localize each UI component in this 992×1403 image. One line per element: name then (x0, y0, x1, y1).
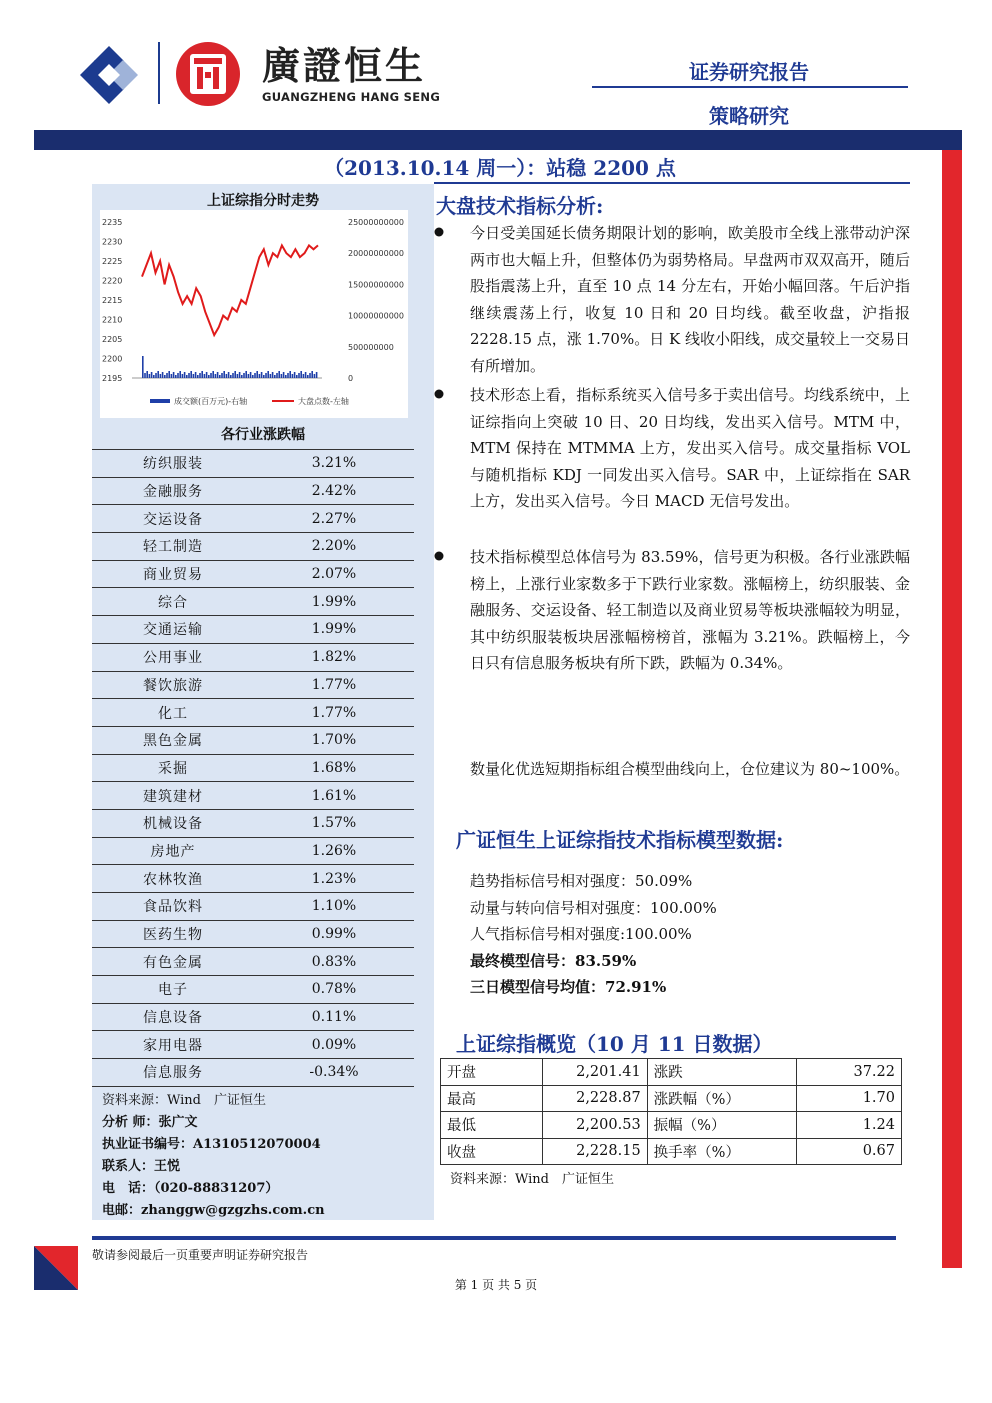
report-subtype: 策略研究 (709, 104, 789, 128)
volume-bar (197, 375, 199, 378)
volume-bar (300, 371, 302, 378)
volume-bar (296, 375, 298, 378)
logo-divider (158, 42, 160, 104)
three-day-average: 三日模型信号均值：72.91% (470, 978, 667, 996)
volume-bar (272, 372, 274, 378)
volume-bar (166, 373, 168, 378)
volume-bar (221, 373, 223, 378)
contact-person: 联系人：王悦 (102, 1159, 181, 1174)
volume-bar (223, 371, 225, 378)
table-row (92, 588, 414, 616)
analysis-bullet-3: 技术指标模型总体信号为 83.59%，信号更为积极。各行业涨跌幅榜上，上涨行业家数多于下跌行业家数。涨幅榜上，纺织服装、金融服务、交运设备、轻工制造以及商业贸易等板块涨幅较为明显，其中纺织服装板块居涨幅榜榜首，涨幅为 3.21%。跌幅榜上，今日只有信息服务板块有所下跌，跌幅为 0.34%。 (470, 548, 910, 672)
volume-bar (276, 373, 278, 378)
volume-bar (298, 373, 300, 378)
table-row (92, 948, 414, 976)
volume-bar (144, 373, 146, 378)
industry-name: 农林牧渔 (92, 865, 254, 893)
volume-bar (149, 374, 151, 378)
volume-bar (219, 375, 221, 378)
volume-bar (316, 372, 318, 378)
overview-table (440, 1058, 902, 1165)
phone-number: 电 话：（020-88831207） (102, 1181, 279, 1196)
volume-bar (259, 374, 261, 378)
volume-bar (146, 371, 148, 378)
industry-change: 1.68% (254, 754, 414, 782)
table-row (441, 1138, 902, 1165)
table-row (92, 893, 414, 921)
table-row (92, 976, 414, 1004)
industry-change: 1.70% (254, 726, 414, 754)
industry-change: 2.20% (254, 533, 414, 561)
ov-value: 2,201.41 (542, 1059, 647, 1086)
table-row (92, 505, 414, 533)
industry-change: 2.27% (254, 505, 414, 533)
volume-bar (157, 371, 159, 378)
industry-change: 0.78% (254, 976, 414, 1004)
volume-bar (186, 375, 188, 378)
industry-change: 0.99% (254, 920, 414, 948)
table-row (92, 837, 414, 865)
overview-source-note: 资料来源：Wind 广证恒生 (450, 1172, 614, 1187)
industry-change: 1.26% (254, 837, 414, 865)
position-advice: 数量化优选短期指标组合模型曲线向上，仓位建议为 80~100%。 (470, 760, 910, 778)
industry-name: 交运设备 (92, 505, 254, 533)
title-rule (434, 182, 910, 184)
volume-bar (155, 373, 157, 378)
y-left-tick-label: 2200 (102, 354, 123, 364)
table-row (92, 726, 414, 754)
volume-bar (303, 374, 305, 378)
brand-name-cn: 廣證恒生 (262, 44, 427, 88)
ov-value: 2,200.53 (542, 1112, 647, 1139)
ov-label: 最高 (441, 1085, 543, 1112)
industry-change: 3.21% (254, 450, 414, 478)
analysis-bullet-1: 今日受美国延长债务期限计划的影响，欧美股市全线上涨带动沪深两市也大幅上升，但整体仍为弱势格局。早盘两市双双高开，随后股指震荡上升，直至 10 点 14 分左右，开始小幅回落。午后沪指继续震荡上行，收复 10 日和 20 日均线。截至收盘，沪指报 2228.15 点，涨 1.70%。日 K 线收小阳线，成交量较上一交易日有所增加。 (470, 224, 910, 375)
certificate-number: 执业证书编号：A1310512070004 (102, 1137, 321, 1152)
email-address: 电邮：zhanggw@gzgzhs.com.cn (102, 1203, 325, 1218)
intraday-chart (100, 210, 408, 418)
y-left-tick-label: 2210 (102, 315, 123, 325)
overview-heading: 上证综指概览（10 月 11 日数据） (456, 1032, 773, 1056)
industry-name: 综合 (92, 588, 254, 616)
industry-name: 金融服务 (92, 477, 254, 505)
volume-bar (193, 374, 195, 378)
y-left-tick-label: 2230 (102, 237, 123, 247)
volume-bar (226, 374, 228, 378)
y-left-tick-label: 2220 (102, 276, 123, 286)
y-right-tick-label: 0 (348, 374, 354, 383)
volume-bar (261, 372, 263, 378)
volume-bar (274, 375, 276, 378)
seal-gate-icon (188, 52, 228, 96)
table-row (92, 754, 414, 782)
industry-change: 0.09% (254, 1031, 414, 1059)
intraday-chart-svg (100, 210, 408, 418)
side-accent-bar (942, 150, 962, 1268)
ov-value: 1.24 (796, 1112, 901, 1139)
volume-bar (164, 375, 166, 378)
volume-bar (309, 373, 311, 378)
industry-name: 家用电器 (92, 1031, 254, 1059)
volume-bar (217, 372, 219, 378)
volume-bar (142, 356, 144, 378)
volume-bar (292, 374, 294, 378)
industry-name: 医药生物 (92, 920, 254, 948)
table-row (92, 450, 414, 478)
industry-name: 机械设备 (92, 809, 254, 837)
industry-change: 1.61% (254, 782, 414, 810)
table-row (92, 1059, 414, 1087)
volume-bar (160, 374, 162, 378)
industry-name: 食品饮料 (92, 893, 254, 921)
volume-bar (230, 375, 232, 378)
model-heading: 广证恒生上证综指技术指标模型数据: (456, 828, 784, 852)
volume-bar (250, 372, 252, 378)
volume-bar (162, 372, 164, 378)
ov-label: 换手率（%） (647, 1138, 796, 1165)
report-type: 证券研究报告 (689, 60, 809, 84)
volume-bar (210, 373, 212, 378)
industry-change: 2.07% (254, 560, 414, 588)
volume-bar (241, 375, 243, 378)
volume-bar (281, 374, 283, 378)
model-data (470, 868, 900, 1001)
volume-bar (278, 371, 280, 378)
volume-bar (234, 371, 236, 378)
chart-title: 上证综指分时走势 (207, 193, 319, 209)
volume-bar (265, 373, 267, 378)
industry-change: 1.99% (254, 616, 414, 644)
industry-name: 餐饮旅游 (92, 671, 254, 699)
volume-bar (294, 372, 296, 378)
industry-name: 建筑建材 (92, 782, 254, 810)
bullet-icon (434, 222, 448, 241)
volume-bar (289, 371, 291, 378)
table-row (92, 865, 414, 893)
ov-value: 0.67 (796, 1138, 901, 1165)
y-left-tick-label: 2215 (102, 296, 123, 305)
volume-bar (184, 372, 186, 378)
volume-bar (228, 372, 230, 378)
volume-bar (270, 374, 272, 378)
analysis-heading: 大盘技术指标分析: (436, 194, 604, 218)
table-row (92, 560, 414, 588)
table-row (92, 643, 414, 671)
volume-bar (168, 371, 170, 378)
y-right-tick-label: 500000000 (348, 342, 394, 352)
industry-change: 1.99% (254, 588, 414, 616)
final-model-signal: 最终模型信号：83.59% (470, 951, 637, 970)
ov-value: 37.22 (796, 1059, 901, 1086)
table-row (92, 616, 414, 644)
volume-bar (199, 373, 201, 378)
analysis-bullet-2: 技术形态上看，指标系统买入信号多于卖出信号。均线系统中，上证综指向上突破 10 日、20 日均线，发出买入信号。MTM 中，MTM 保持在 MTMMA 上方，发出买入信号。成交量指标 VOL 与随机指标 KDJ 一同发出买入信号。SAR 中，上证综指在 SAR 上方，发出买入信号。今日 MACD 无信号发出。 (470, 386, 910, 510)
volume-bar (173, 372, 175, 378)
footer-bar (92, 1236, 896, 1240)
table-row (92, 671, 414, 699)
ov-value: 1.70 (796, 1085, 901, 1112)
industry-name: 有色金属 (92, 948, 254, 976)
volume-bar (252, 375, 254, 378)
volume-bar (263, 375, 265, 378)
industry-change: 0.83% (254, 948, 414, 976)
volume-bar (215, 374, 217, 378)
industry-name: 房地产 (92, 837, 254, 865)
ov-label: 涨跌幅（%） (647, 1085, 796, 1112)
legend-label-price: 大盘点数-左轴 (298, 397, 349, 406)
volume-bar (283, 372, 285, 378)
table-row (441, 1085, 902, 1112)
table-row (92, 920, 414, 948)
document-title: （2013.10.14 周一）：站稳 2200 点 (324, 156, 676, 180)
volume-bar (243, 373, 245, 378)
table-row (441, 1112, 902, 1139)
company-logo-mark (78, 44, 140, 106)
industry-name: 轻工制造 (92, 533, 254, 561)
industry-table-title: 各行业涨跌幅 (221, 427, 305, 443)
ov-label: 收盘 (441, 1138, 543, 1165)
table-row (92, 477, 414, 505)
table-row (92, 809, 414, 837)
industry-name: 电子 (92, 976, 254, 1004)
volume-bar (307, 375, 309, 378)
y-right-tick-label: 15000000000 (348, 280, 404, 290)
y-left-tick-label: 2195 (102, 374, 123, 383)
ov-value: 2,228.87 (542, 1085, 647, 1112)
table-row (92, 1031, 414, 1059)
volume-bar (188, 373, 190, 378)
page-number: 第 1 页 共 5 页 (454, 1278, 538, 1292)
industry-change: 1.77% (254, 671, 414, 699)
volume-bar (287, 373, 289, 378)
industry-name: 采掘 (92, 754, 254, 782)
footer-disclaimer: 敬请参阅最后一页重要声明证券研究报告 (92, 1248, 309, 1262)
sentiment-strength: 人气指标信号相对强度:100.00% (470, 925, 692, 943)
volume-bar (305, 372, 307, 378)
industry-change: 1.23% (254, 865, 414, 893)
industry-name: 纺织服装 (92, 450, 254, 478)
author-info (102, 1090, 325, 1222)
y-right-tick-label: 10000000000 (348, 311, 404, 321)
industry-change: 1.82% (254, 643, 414, 671)
legend-swatch-volume (150, 399, 170, 403)
header-bar (34, 130, 962, 150)
volume-bar (256, 371, 258, 378)
industry-name: 黑色金属 (92, 726, 254, 754)
volume-bar (195, 372, 197, 378)
volume-bar (204, 374, 206, 378)
industry-change: 1.77% (254, 699, 414, 727)
volume-bar (151, 372, 153, 378)
volume-bar (206, 372, 208, 378)
legend-label-volume: 成交额(百万元)-右轴 (174, 397, 248, 406)
bullet-icon (434, 384, 448, 403)
table-row (92, 1003, 414, 1031)
industry-change: 1.57% (254, 809, 414, 837)
volume-bar (248, 374, 250, 378)
volume-bar (175, 375, 177, 378)
industry-name: 公用事业 (92, 643, 254, 671)
report-type-rule (592, 86, 908, 88)
table-row (92, 782, 414, 810)
volume-bar (153, 375, 155, 378)
index-price-line (142, 245, 318, 335)
volume-bar (208, 375, 210, 378)
table-row (441, 1059, 902, 1086)
analyst-name: 分析 师：张广文 (102, 1115, 198, 1130)
volume-bar (245, 371, 247, 378)
volume-bar (171, 374, 173, 378)
industry-change: 0.11% (254, 1003, 414, 1031)
ov-label: 振幅（%） (647, 1112, 796, 1139)
table-row (92, 699, 414, 727)
brand-name-en: GUANGZHENG HANG SENG (262, 90, 441, 104)
volume-bar (267, 371, 269, 378)
trend-strength: 趋势指标信号相对强度：50.09% (470, 872, 693, 890)
ov-label: 开盘 (441, 1059, 543, 1086)
industry-change: 1.10% (254, 893, 414, 921)
volume-bar (212, 371, 214, 378)
volume-bar (201, 371, 203, 378)
volume-bar (232, 373, 234, 378)
y-left-tick-label: 2225 (102, 257, 123, 266)
y-left-tick-label: 2235 (102, 218, 123, 227)
y-right-tick-label: 20000000000 (348, 249, 404, 259)
volume-bar (311, 371, 313, 378)
volume-bar (314, 374, 316, 378)
table-row (92, 533, 414, 561)
momentum-strength: 动量与转向信号相对强度：100.00% (470, 898, 717, 917)
ov-label: 涨跌 (647, 1059, 796, 1086)
volume-bar (285, 375, 287, 378)
volume-bar (254, 373, 256, 378)
industry-change: 2.42% (254, 477, 414, 505)
y-right-tick-label: 25000000000 (348, 218, 404, 227)
industry-name: 交通运输 (92, 616, 254, 644)
left-source-note: 资料来源：Wind 广证恒生 (102, 1093, 266, 1108)
volume-bar (182, 374, 184, 378)
volume-bar (239, 372, 241, 378)
ov-value: 2,228.15 (542, 1138, 647, 1165)
ov-label: 最低 (441, 1112, 543, 1139)
bullet-icon (434, 546, 448, 565)
volume-bar (179, 371, 181, 378)
volume-bar (177, 373, 179, 378)
industry-table (92, 449, 414, 1087)
industry-name: 信息服务 (92, 1059, 254, 1087)
y-left-tick-label: 2205 (102, 335, 123, 344)
industry-name: 商业贸易 (92, 560, 254, 588)
industry-name: 化工 (92, 699, 254, 727)
industry-name: 信息设备 (92, 1003, 254, 1031)
industry-change: -0.34% (254, 1059, 414, 1087)
volume-bar (237, 374, 239, 378)
volume-bar (190, 371, 192, 378)
